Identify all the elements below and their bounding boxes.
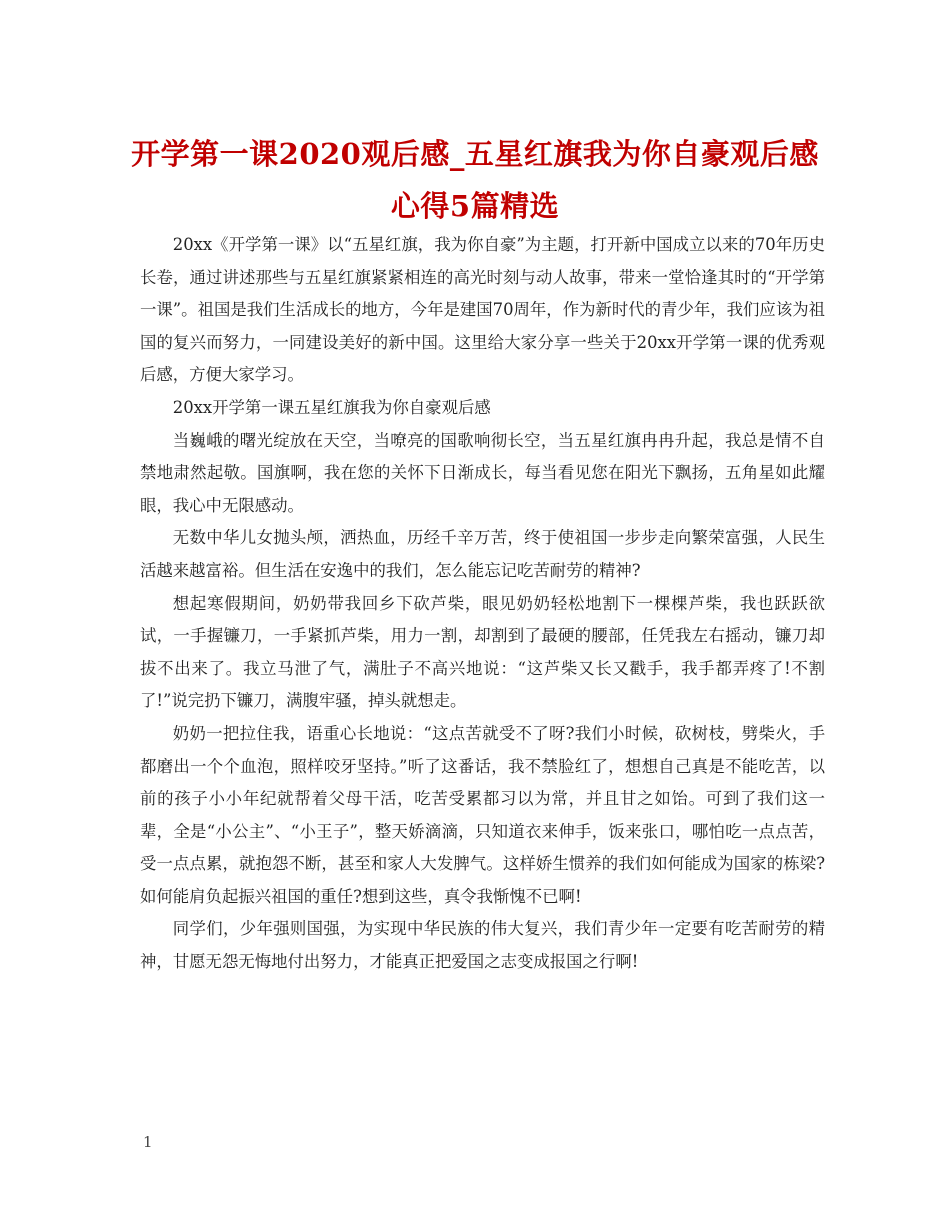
paragraph-hardship: 无数中华儿女抛头颅，洒热血，历经千辛万苦，终于使祖国一步步走向繁荣富强，人民生活越来越富裕。但生活在安逸中的我们，怎么能忘记吃苦耐劳的精神? [140,528,825,580]
document-body [140,229,825,979]
paragraph-flag-rising: 当巍峨的曙光绽放在天空，当嘹亮的国歌响彻长空，当五星红旗冉冉升起，我总是情不自禁地肃然起敬。国旗啊，我在您的关怀下日渐成长，每当看见您在阳光下飘扬，五角星如此耀眼，我心中无限感动。 [140,430,825,515]
paragraph-grandma: 奶奶一把拉住我，语重心长地说：“这点苦就受不了呀?我们小时候，砍树枝，劈柴火，手都磨出一个个血泡，照样咬牙坚持。”听了这番话，我不禁脸红了，想想自己真是不能吃苦，以前的孩子小小年纪就帮着父母干活，吃苦受累都习以为常，并且甘之如饴。可到了我们这一辈，全是“小公主”、“小王子”，整天娇滴滴，只知道衣来伸手，饭来张口，哪怕吃一点点苦，受一点点累，就抱怨不断，甚至和家人大发脾气。这样娇生惯养的我们如何能成为国家的栋梁?如何能肩负起振兴祖国的重任?想到这些，真令我惭愧不已啊! [140,723,825,906]
document-title: 开学第一课2020观后感_五星红旗我为你自豪观后感心得5篇精选 [131,137,819,223]
paragraph-conclusion: 同学们，少年强则国强，为实现中华民族的伟大复兴，我们青少年一定要有吃苦耐劳的精神，甘愿无怨无悔地付出努力，才能真正把爱国之志变成报国之行啊! [140,919,825,972]
paragraph-subheading: 20xx开学第一课五星红旗我为你自豪观后感 [172,397,491,417]
paragraph-winter-break: 想起寒假期间，奶奶带我回乡下砍芦柴，眼见奶奶轻松地割下一棵棵芦柴，我也跃跃欲试，一手握镰刀，一手紧抓芦柴，用力一割，却割到了最硬的腰部，任凭我左右摇动，镰刀却拔不出来了。我立马泄了气，满肚子不高兴地说：“这芦柴又长又戳手，我手都弄疼了!不割了!”说完扔下镰刀，满腹牢骚，掉头就想走。 [140,593,825,711]
page-number: 1 [143,1133,153,1151]
paragraph-intro: 20xx《开学第一课》以“五星红旗，我为你自豪”为主题，打开新中国成立以来的70年历史长卷，通过讲述那些与五星红旗紧紧相连的高光时刻与动人故事，带来一堂恰逢其时的“开学第一课”。祖国是我们生活成长的地方，今年是建国70周年，作为新时代的青少年，我们应该为祖国的复兴而努力，一同建设美好的新中国。这里给大家分享一些关于20xx开学第一课的优秀观后感，方便大家学习。 [140,235,825,385]
